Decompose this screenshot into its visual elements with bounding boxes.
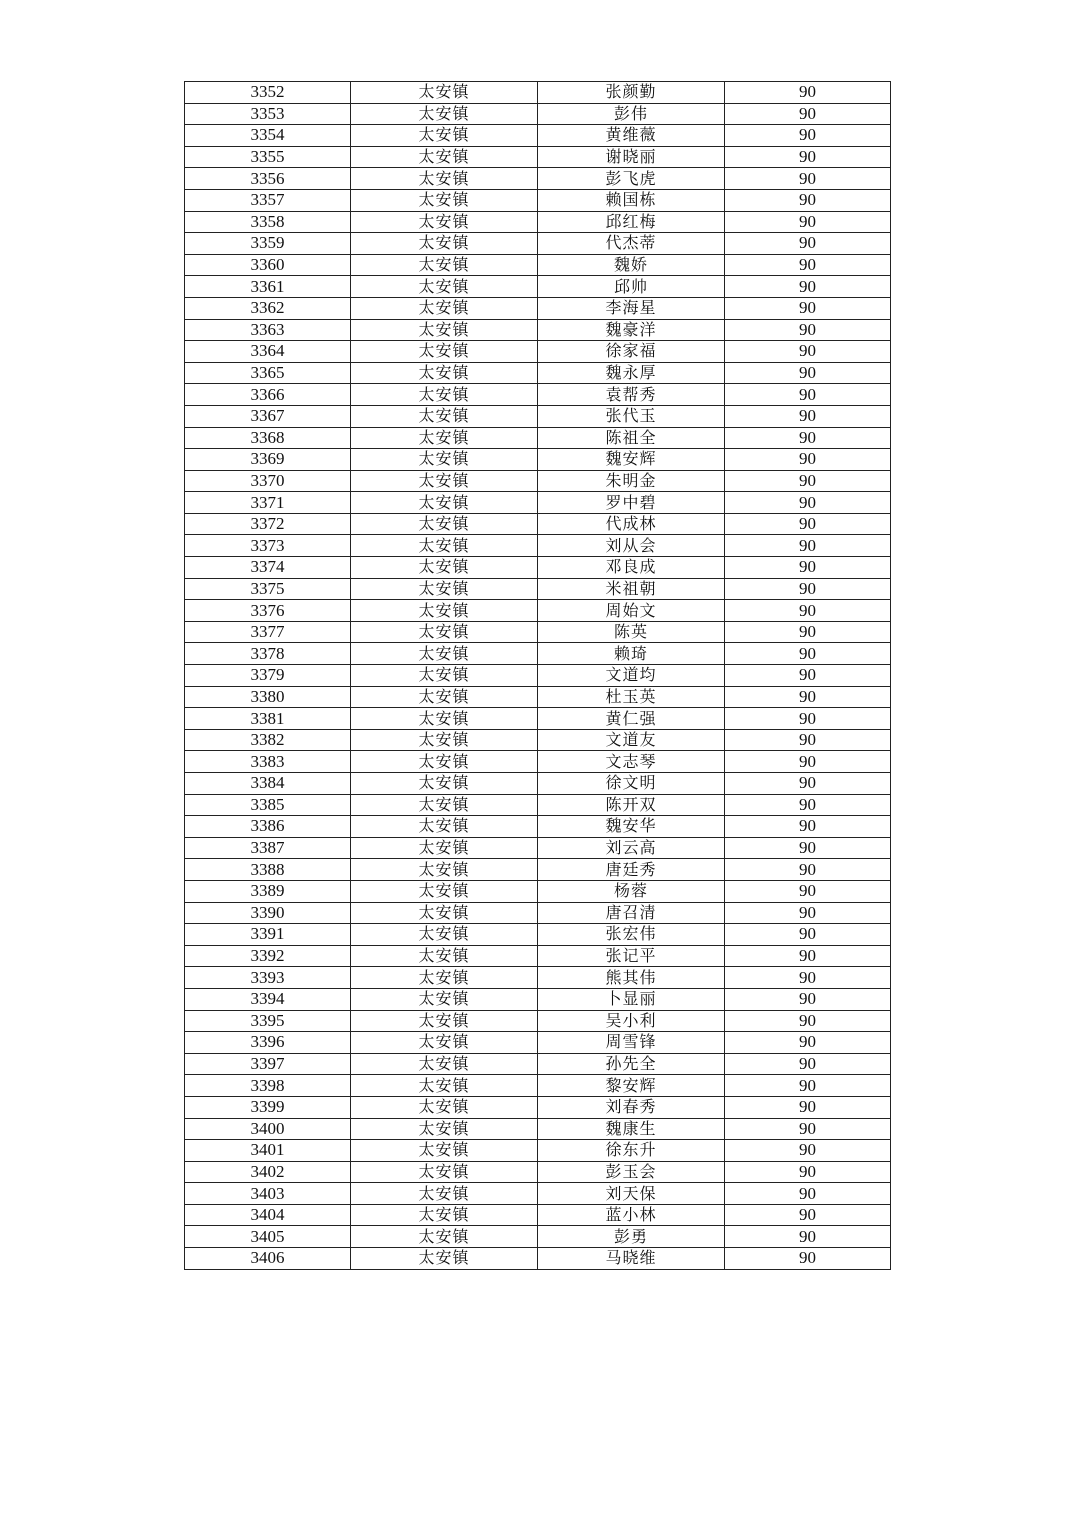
cell-town: 太安镇 [351,125,538,147]
table-row [185,967,891,989]
cell-name: 罗中碧 [538,492,725,514]
cell-score: 90 [725,708,891,730]
cell-name: 孙先全 [538,1053,725,1075]
cell-score: 90 [725,1118,891,1140]
cell-number: 3398 [185,1075,351,1097]
cell-name: 陈开双 [538,794,725,816]
roster-table-body [185,82,891,1270]
table-row [185,557,891,579]
table-row [185,1075,891,1097]
cell-score: 90 [725,1032,891,1054]
cell-score: 90 [725,341,891,363]
table-row [185,988,891,1010]
cell-number: 3360 [185,254,351,276]
cell-number: 3396 [185,1032,351,1054]
cell-score: 90 [725,254,891,276]
cell-number: 3358 [185,211,351,233]
cell-town: 太安镇 [351,470,538,492]
table-row [185,1053,891,1075]
cell-number: 3386 [185,816,351,838]
cell-score: 90 [725,405,891,427]
table-row [185,643,891,665]
cell-name: 杨蓉 [538,880,725,902]
cell-number: 3391 [185,924,351,946]
cell-name: 魏永厚 [538,362,725,384]
cell-name: 周雪锋 [538,1032,725,1054]
cell-town: 太安镇 [351,708,538,730]
cell-town: 太安镇 [351,643,538,665]
cell-town: 太安镇 [351,233,538,255]
cell-town: 太安镇 [351,168,538,190]
cell-town: 太安镇 [351,297,538,319]
cell-town: 太安镇 [351,578,538,600]
cell-score: 90 [725,427,891,449]
cell-number: 3370 [185,470,351,492]
cell-score: 90 [725,189,891,211]
cell-number: 3399 [185,1096,351,1118]
cell-score: 90 [725,729,891,751]
cell-number: 3388 [185,859,351,881]
cell-number: 3393 [185,967,351,989]
cell-number: 3376 [185,600,351,622]
cell-number: 3369 [185,449,351,471]
cell-score: 90 [725,535,891,557]
cell-town: 太安镇 [351,1075,538,1097]
cell-town: 太安镇 [351,254,538,276]
cell-score: 90 [725,988,891,1010]
table-row [185,211,891,233]
cell-number: 3356 [185,168,351,190]
cell-town: 太安镇 [351,211,538,233]
cell-town: 太安镇 [351,492,538,514]
cell-town: 太安镇 [351,859,538,881]
cell-town: 太安镇 [351,880,538,902]
cell-name: 文道友 [538,729,725,751]
cell-number: 3405 [185,1226,351,1248]
cell-name: 彭飞虎 [538,168,725,190]
cell-score: 90 [725,233,891,255]
table-row [185,621,891,643]
cell-number: 3379 [185,665,351,687]
cell-town: 太安镇 [351,686,538,708]
cell-score: 90 [725,794,891,816]
cell-number: 3374 [185,557,351,579]
table-row [185,859,891,881]
cell-town: 太安镇 [351,967,538,989]
cell-town: 太安镇 [351,665,538,687]
cell-town: 太安镇 [351,276,538,298]
cell-name: 代成林 [538,513,725,535]
cell-score: 90 [725,967,891,989]
cell-town: 太安镇 [351,557,538,579]
cell-town: 太安镇 [351,513,538,535]
cell-name: 周始文 [538,600,725,622]
table-row [185,1118,891,1140]
cell-number: 3364 [185,341,351,363]
cell-number: 3366 [185,384,351,406]
cell-name: 魏安华 [538,816,725,838]
table-row [185,945,891,967]
cell-name: 赖琦 [538,643,725,665]
cell-name: 文道均 [538,665,725,687]
table-row [185,1140,891,1162]
cell-town: 太安镇 [351,535,538,557]
cell-number: 3378 [185,643,351,665]
table-row [185,880,891,902]
cell-number: 3355 [185,146,351,168]
cell-name: 卜显丽 [538,988,725,1010]
cell-name: 邱帅 [538,276,725,298]
table-row [185,708,891,730]
cell-name: 彭玉会 [538,1161,725,1183]
cell-number: 3363 [185,319,351,341]
table-row [185,103,891,125]
cell-number: 3367 [185,405,351,427]
table-row [185,902,891,924]
cell-town: 太安镇 [351,945,538,967]
cell-score: 90 [725,492,891,514]
table-row [185,600,891,622]
cell-score: 90 [725,82,891,104]
table-row [185,384,891,406]
cell-town: 太安镇 [351,427,538,449]
cell-town: 太安镇 [351,1010,538,1032]
cell-number: 3404 [185,1204,351,1226]
cell-name: 赖国栋 [538,189,725,211]
table-row [185,1096,891,1118]
cell-town: 太安镇 [351,1226,538,1248]
cell-name: 邓良成 [538,557,725,579]
cell-number: 3365 [185,362,351,384]
cell-town: 太安镇 [351,794,538,816]
cell-name: 刘云高 [538,837,725,859]
cell-name: 魏安辉 [538,449,725,471]
cell-town: 太安镇 [351,1140,538,1162]
cell-town: 太安镇 [351,341,538,363]
cell-score: 90 [725,880,891,902]
table-row [185,146,891,168]
table-row [185,816,891,838]
table-row [185,924,891,946]
table-row [185,794,891,816]
table-row [185,470,891,492]
cell-name: 袁帮秀 [538,384,725,406]
cell-name: 吴小利 [538,1010,725,1032]
roster-table [184,81,891,1270]
cell-name: 魏娇 [538,254,725,276]
cell-score: 90 [725,945,891,967]
table-row [185,297,891,319]
cell-score: 90 [725,1053,891,1075]
cell-score: 90 [725,1075,891,1097]
cell-score: 90 [725,1204,891,1226]
cell-score: 90 [725,924,891,946]
cell-town: 太安镇 [351,621,538,643]
table-row [185,427,891,449]
cell-town: 太安镇 [351,82,538,104]
table-row [185,82,891,104]
table-row [185,1248,891,1270]
cell-score: 90 [725,146,891,168]
cell-name: 张颜勤 [538,82,725,104]
cell-score: 90 [725,773,891,795]
cell-score: 90 [725,384,891,406]
cell-name: 唐召清 [538,902,725,924]
cell-name: 谢晓丽 [538,146,725,168]
cell-number: 3406 [185,1248,351,1270]
cell-score: 90 [725,557,891,579]
cell-score: 90 [725,319,891,341]
cell-number: 3380 [185,686,351,708]
table-row [185,773,891,795]
table-row [185,1161,891,1183]
table-row [185,233,891,255]
cell-number: 3389 [185,880,351,902]
cell-number: 3362 [185,297,351,319]
cell-name: 熊其伟 [538,967,725,989]
cell-town: 太安镇 [351,1204,538,1226]
cell-town: 太安镇 [351,902,538,924]
cell-name: 杜玉英 [538,686,725,708]
cell-score: 90 [725,902,891,924]
cell-score: 90 [725,276,891,298]
cell-score: 90 [725,751,891,773]
cell-town: 太安镇 [351,1161,538,1183]
cell-name: 文志琴 [538,751,725,773]
cell-number: 3385 [185,794,351,816]
cell-score: 90 [725,643,891,665]
cell-number: 3403 [185,1183,351,1205]
cell-number: 3384 [185,773,351,795]
cell-town: 太安镇 [351,362,538,384]
cell-number: 3354 [185,125,351,147]
table-row [185,254,891,276]
cell-name: 黄维薇 [538,125,725,147]
cell-name: 马晓维 [538,1248,725,1270]
cell-town: 太安镇 [351,773,538,795]
cell-number: 3375 [185,578,351,600]
cell-score: 90 [725,600,891,622]
cell-score: 90 [725,362,891,384]
table-row [185,189,891,211]
cell-number: 3397 [185,1053,351,1075]
cell-town: 太安镇 [351,146,538,168]
cell-name: 米祖朝 [538,578,725,600]
cell-number: 3394 [185,988,351,1010]
cell-town: 太安镇 [351,1053,538,1075]
table-row [185,665,891,687]
cell-score: 90 [725,665,891,687]
cell-town: 太安镇 [351,1183,538,1205]
cell-score: 90 [725,1183,891,1205]
cell-town: 太安镇 [351,988,538,1010]
cell-score: 90 [725,449,891,471]
table-row [185,405,891,427]
cell-number: 3361 [185,276,351,298]
cell-score: 90 [725,297,891,319]
cell-town: 太安镇 [351,1248,538,1270]
cell-score: 90 [725,211,891,233]
cell-number: 3390 [185,902,351,924]
cell-name: 魏康生 [538,1118,725,1140]
cell-name: 李海星 [538,297,725,319]
table-row [185,276,891,298]
cell-town: 太安镇 [351,1118,538,1140]
cell-score: 90 [725,816,891,838]
cell-name: 黎安辉 [538,1075,725,1097]
cell-number: 3357 [185,189,351,211]
table-row [185,1032,891,1054]
cell-name: 彭勇 [538,1226,725,1248]
table-row [185,837,891,859]
cell-number: 3377 [185,621,351,643]
cell-score: 90 [725,686,891,708]
cell-name: 张宏伟 [538,924,725,946]
cell-town: 太安镇 [351,384,538,406]
cell-score: 90 [725,513,891,535]
cell-name: 唐廷秀 [538,859,725,881]
cell-score: 90 [725,1226,891,1248]
cell-town: 太安镇 [351,924,538,946]
cell-name: 黄仁强 [538,708,725,730]
table-row [185,535,891,557]
table-row [185,513,891,535]
cell-town: 太安镇 [351,189,538,211]
cell-name: 徐东升 [538,1140,725,1162]
cell-number: 3395 [185,1010,351,1032]
cell-number: 3353 [185,103,351,125]
cell-name: 朱明金 [538,470,725,492]
cell-town: 太安镇 [351,816,538,838]
cell-name: 邱红梅 [538,211,725,233]
table-row [185,1204,891,1226]
cell-number: 3401 [185,1140,351,1162]
cell-number: 3387 [185,837,351,859]
cell-score: 90 [725,1248,891,1270]
cell-name: 刘天保 [538,1183,725,1205]
cell-name: 魏豪洋 [538,319,725,341]
cell-name: 陈英 [538,621,725,643]
table-row [185,125,891,147]
cell-score: 90 [725,1096,891,1118]
cell-name: 蓝小林 [538,1204,725,1226]
cell-number: 3372 [185,513,351,535]
table-row [185,341,891,363]
cell-name: 刘从会 [538,535,725,557]
cell-name: 徐文明 [538,773,725,795]
cell-number: 3400 [185,1118,351,1140]
cell-name: 张记平 [538,945,725,967]
cell-score: 90 [725,103,891,125]
cell-number: 3381 [185,708,351,730]
table-row [185,449,891,471]
table-row [185,729,891,751]
cell-score: 90 [725,837,891,859]
cell-number: 3371 [185,492,351,514]
cell-score: 90 [725,578,891,600]
cell-name: 陈祖全 [538,427,725,449]
cell-score: 90 [725,859,891,881]
cell-score: 90 [725,1010,891,1032]
cell-score: 90 [725,125,891,147]
cell-number: 3392 [185,945,351,967]
table-row [185,1226,891,1248]
table-row [185,1010,891,1032]
cell-number: 3382 [185,729,351,751]
cell-town: 太安镇 [351,751,538,773]
cell-score: 90 [725,1161,891,1183]
cell-town: 太安镇 [351,319,538,341]
cell-town: 太安镇 [351,103,538,125]
cell-name: 彭伟 [538,103,725,125]
cell-town: 太安镇 [351,405,538,427]
table-row [185,319,891,341]
cell-score: 90 [725,621,891,643]
cell-score: 90 [725,470,891,492]
cell-number: 3402 [185,1161,351,1183]
cell-town: 太安镇 [351,1096,538,1118]
cell-town: 太安镇 [351,837,538,859]
cell-score: 90 [725,1140,891,1162]
table-row [185,362,891,384]
cell-town: 太安镇 [351,600,538,622]
cell-score: 90 [725,168,891,190]
cell-name: 刘春秀 [538,1096,725,1118]
cell-number: 3352 [185,82,351,104]
cell-number: 3383 [185,751,351,773]
table-row [185,1183,891,1205]
cell-name: 代杰蒂 [538,233,725,255]
cell-number: 3359 [185,233,351,255]
cell-number: 3373 [185,535,351,557]
table-row [185,686,891,708]
cell-name: 张代玉 [538,405,725,427]
cell-town: 太安镇 [351,1032,538,1054]
table-row [185,168,891,190]
cell-name: 徐家福 [538,341,725,363]
table-row [185,492,891,514]
cell-number: 3368 [185,427,351,449]
table-row [185,751,891,773]
table-row [185,578,891,600]
cell-town: 太安镇 [351,449,538,471]
cell-town: 太安镇 [351,729,538,751]
